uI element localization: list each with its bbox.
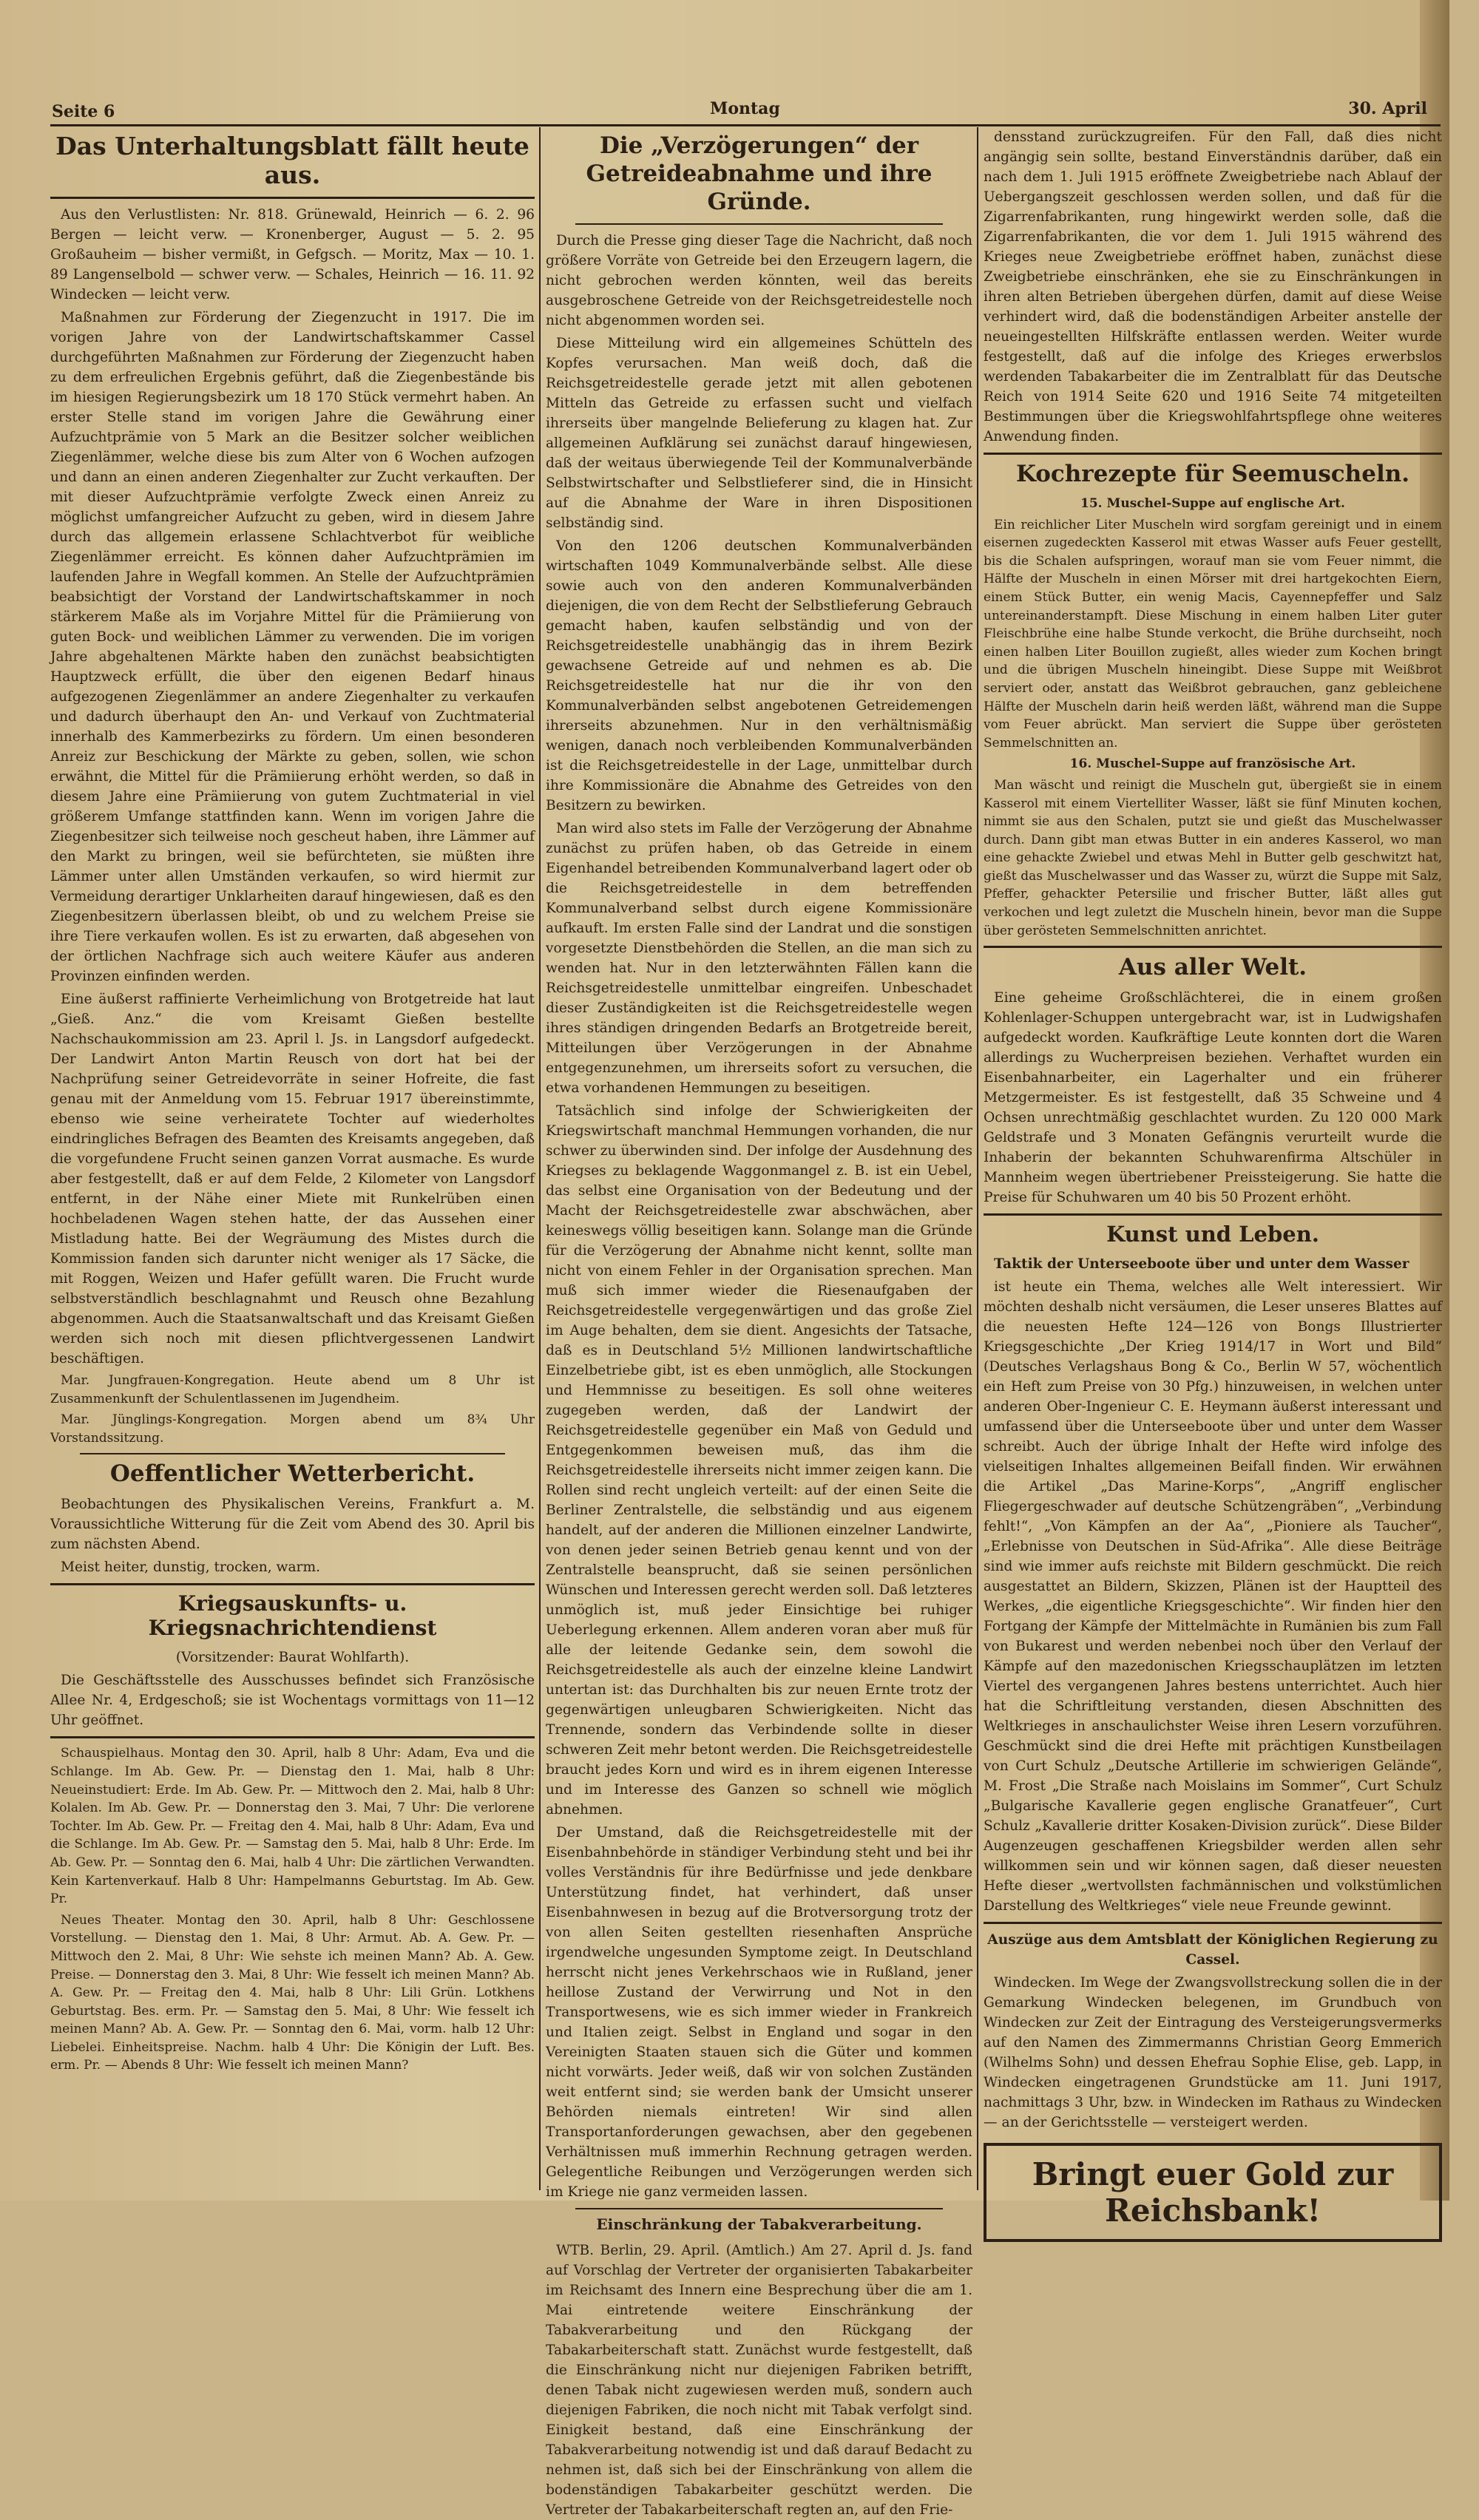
divider bbox=[984, 1213, 1442, 1216]
getreide-p2: Diese Mitteilung wird ein allgemeines Schütteln des Kopfes verursachen. Man weiß doch, daß die Reichsgetreidestelle gerade jetzt mit allen gebotenen Mitteln das Getreide zu erfassen sucht und vielfach ihrerseits über mangelnde Belieferung zu klagen hat. Zur allgemeinen Aufklärung sei zunächst darauf hingewiesen, daß der weitaus überwiegende Teil der Kommunalverbände Selbstwirtschafter und Selbstlieferer sind, die in Hinsicht auf die Abnahme der Ware in ihren Dispositionen selbständig sind. bbox=[546, 336, 972, 531]
headline-amtsblatt: Auszüge aus dem Amtsblatt der Königlichen Regierung zu Cassel. bbox=[987, 1932, 1438, 1968]
kriegsauskunft-sub: (Vorsitzender: Baurat Wohlfarth). bbox=[175, 1650, 410, 1666]
rezept-16: Man wäscht und reinigt die Muscheln gut, übergießt sie in einem Kasserol mit einem Viertelliter Wasser, läßt sie fünf Minuten kochen, nimmt sie aus den Schalen, putzt sie und gießt das Muschelwasser durch. Dann gibt man etwas Butter in ein anderes Kasserol, wo man eine gehackte Zwiebel und etwas Mehl in Butter gelb geschwitzt hat, gießt das Muschelwasser und das Wasser zu, würzt die Suppe mit Salz, Pfeffer, gehackter Petersilie und frischer Butter, läßt alles gut verkochen und legt zuletzt die Muscheln hinein, bevor man die Suppe über gerösteten Semmelschnitten anrichtet. bbox=[984, 777, 1442, 938]
kunst-subtitle: Taktik der Unterseeboote über und unter dem Wasser bbox=[994, 1256, 1409, 1273]
divider bbox=[984, 1922, 1442, 1924]
getreide-p1: Durch die Presse ging dieser Tage die Nachricht, daß noch größere Vorräte von Getreide bei den Erzeugern lagern, die nicht gebrochen werden könnten, weil das bereits ausgebroschene Getreide von der Reichsgetreidestelle noch nicht abgenommen worden sei. bbox=[546, 233, 972, 328]
divider bbox=[50, 1583, 535, 1585]
divider bbox=[50, 1736, 535, 1738]
juenglings-kongregation: Mar. Jünglings-Kongregation. Morgen abend um 8¾ Uhr Vorstandssitzung. bbox=[50, 1412, 535, 1446]
headline-kriegsauskunft: Kriegsauskunfts- u. Kriegsnachrichtendienst bbox=[148, 1591, 437, 1641]
divider bbox=[80, 1453, 505, 1454]
header-rule bbox=[50, 124, 1441, 126]
verlustlisten: Aus den Verlustlisten: Nr. 818. Grünewald, Heinrich — 6. 2. 96 Bergen — leicht verw. — Kronenberger, August — 5. 2. 95 Großauheim — bisher vermißt, in Gefgsch. — Moritz, Max — 10. 1. 89 Langenselbold — schwer verw. — Schales, Heinrich — 16. 11. 92 Windecken — leicht verw. bbox=[50, 207, 535, 302]
wetter-forecast: Meist heiter, dunstig, trocken, warm. bbox=[61, 1559, 320, 1576]
wetter-text: Beobachtungen des Physikalischen Vereins, Frankfurt a. M. Voraussichtliche Witterung für die Zeit vom Abend des 30. April bis zum nächsten Abend. bbox=[50, 1497, 535, 1553]
getreide-p5: Tatsächlich sind infolge der Schwierigkeiten der Kriegswirtschaft manchmal Hemmungen vorhanden, die nur schwer zu überwinden sind. Der infolge der Ausdehnung des Kriegses zu beklagende Waggonmangel z. B. ist ein Uebel, das selbst eine Organisation von der Bedeutung und der Macht der Reichsgetreidestelle zwar abschwächen, aber keineswegs völlig beseitigen kann. Solange man die Gründe für die Verzögerung der Abnahme nicht kennt, sollte man nicht von einem Fehler in der Organisation sprechen. Man muß sich immer wieder die Riesenaufgaben der Reichsgetreidestelle vergegenwärtigen und das große Ziel im Auge behalten, dem sie dient. Angesichts der Tatsache, daß es in Deutschland 5½ Millionen landwirtschaftliche Einzelbetriebe gibt, ist es eben unmöglich, alle Stockungen und Hemmnisse zu beseitigen. Es soll ohne weiteres zugegeben werden, daß der Landwirt der Reichsgetreidestelle gegenüber ein Maß von Geduld und Entgegenkommen beweisen muß, das ihm die Reichsgetreidestelle ihrerseits nicht immer zeigen kann. Die Rollen sind recht ungleich verteilt: auf der einen Seite die Berliner Zentralstelle, die selbständig und aus eigenem handelt, auf der anderen die Millionen einzelner Landwirte, von denen jeder seinen Betrieb genau kennt und von der Zentralstelle beansprucht, daß sie seinen persönlichen Wünschen und Interessen gerecht werden soll. Daß letzteres unmöglich ist, muß jeder Einsichtige bei ruhiger Ueberlegung erkennen. Allem anderen voran aber muß für alle der leitende Gedanke sein, dem sowohl die Reichsgetreidestelle als auch der einzelne kleine Landwirt untertan ist: das Durchhalten bis zur neuen Ernte trotz der gegenwärtigen unleugbaren Schwierigkeiten. Nicht das Trennende, sondern das Verbindende sollte in dieser schweren Zeit mehr betont werden. Die Reichsgetreidestelle braucht jedes Korn und wird es in ihrem eigenen Interesse und im Interesse des Ganzen so schnell wie möglich abnehmen. bbox=[546, 1103, 972, 1818]
page-number: Seite 6 bbox=[52, 102, 115, 121]
column-rule-1 bbox=[539, 127, 541, 2190]
page-header bbox=[52, 95, 1427, 124]
schauspielhaus: Schauspielhaus. Montag den 30. April, halb 8 Uhr: Adam, Eva und die Schlange. Im Ab. Gew. Pr. — Dienstag den 1. Mai, halb 8 Uhr: Neueinstudiert: Erde. Im Ab. Gew. Pr. — Mittwoch den 2. Mai, halb 8 Uhr: Kolalen. Im Ab. Gew. Pr. — Donnerstag den 3. Mai, 7 Uhr: Die verlorene Tochter. Im Ab. Gew. Pr. — Freitag den 4. Mai, halb 8 Uhr: Adam, Eva und die Schlange. Im Ab. Gew. Pr. — Samstag den 5. Mai, halb 8 Uhr: Erde. Im Ab. Gew. Pr. — Sonntag den 6. Mai, halb 4 Uhr: Die zärtlichen Verwandten. Kein Kartenverkauf. Halb 8 Uhr: Hampelmanns Geburtstag. Im Ab. Gew. Pr. bbox=[50, 1746, 535, 1907]
headline-wetter: Oeffentlicher Wetterbericht. bbox=[109, 1460, 475, 1488]
amtsblatt-text: Windecken. Im Wege der Zwangsvollstreckung sollen die in der Gemarkung Windecken belegenen, im Grundbuch von Windecken zur Zeit der Eintragung des Versteigerungsvermerks auf den Namen des Zimmermanns Christian Georg Emmerich (Wilhelms Sohn) und dessen Ehefrau Sophie Elise, geb. Lapp, in Windecken eingetragenen Grundstücke am 11. Juni 1917, nachmittags 3 Uhr, bzw. in Windecken im Rathaus zu Windecken — an der Gerichtsstelle — versteigert werden. bbox=[984, 1975, 1442, 2131]
weekday: Montag bbox=[710, 99, 780, 118]
headline-getreide: Die „Verzögerungen“ der Getreideabnahme und ihre Gründe. bbox=[586, 132, 933, 215]
headline-kunst-und-leben: Kunst und Leben. bbox=[1106, 1222, 1319, 1247]
headline-aus-aller-welt: Aus aller Welt. bbox=[1118, 954, 1307, 981]
tabak-text: WTB. Berlin, 29. April. (Amtlich.) Am 27. April d. Js. fand auf Vorschlag der Vertreter der organisierten Tabakarbeiter im Reichsamt des Innern eine Besprechung über die am 1. Mai eintretende weitere Einschränkung der Tabakverarbeitung und den Rückgang der Tabakarbeiterschaft statt. Zunächst wurde festgestellt, daß die Einschränkung nicht nur diejenigen Fabriken betrifft, denen Tabak nicht zugewiesen werden muß, sondern auch diejenigen Fabriken, die noch nicht mit Tabak verfolgt sind. Einigkeit bestand, daß eine Einschränkung der Tabakverarbeitung notwendig ist und daß darauf Bedacht zu nehmen ist, daß sich bei der Einschränkung von allem die bodenständigen Tabakarbeiter geschützt werden. Die Vertreter der Tabakarbeiterschaft regten an, auf den Frie- bbox=[546, 2243, 972, 2518]
column-left bbox=[50, 127, 535, 2190]
aus-aller-welt-text: Eine geheime Großschlächterei, die in einem großen Kohlenlager-Schuppen untergebracht war, ist in Ludwigshafen aufgedeckt worden. Kaufkräftige Leute konnten dort die Waren allerdings zu Wucherpreisen beziehen. Verhaftet wurden ein Eisenbahnarbeiter, ein Lagerhalter und ein früherer Metzgermeister. Es ist festgestellt, daß 35 Schweine und 4 Ochsen unrechtmäßig geschlachtet wurden. Zu 120 000 Mark Geldstrafe und 3 Monaten Gefängnis verurteilt wurde die Inhaberin der bekannten Schuhwarenfirma Altschüler in Mannheim wegen übertriebener Preissteigerung. Sie hatte die Preise für Schuhwaren um 40 bis 50 Prozent erhöht. bbox=[984, 990, 1442, 1206]
reichsbank-ad: Bringt euer Gold zur Reichsbank! bbox=[984, 2143, 1442, 2242]
column-middle bbox=[546, 127, 972, 2518]
jungfrauen-kongregation: Mar. Jungfrauen-Kongregation. Heute abend um 8 Uhr ist Zusammenkunft der Schulentlassenen im Jugendheim. bbox=[50, 1373, 535, 1406]
rezept-16-title: 16. Muschel-Suppe auf französische Art. bbox=[1069, 756, 1356, 772]
headline-kochrezepte: Kochrezepte für Seemuscheln. bbox=[1015, 461, 1410, 487]
divider bbox=[575, 223, 943, 225]
rezept-15: Ein reichlicher Liter Muscheln wird sorgfam gereinigt und in einem eisernen zugedeckten Kasserol mit etwas Wasser aufs Feuer gestellt, bis die Schalen aufspringen, worauf man sie vom Feuer nimmt, die Hälfte der Muscheln in einen Mörser mit drei hartgekochten Eiern, einem Stück Butter, ein wenig Macis, Cayennepfeffer und Salz untereinanderstampft. Diese Mischung in einem halben Liter guter Fleischbrühe eine halbe Stunde verkocht, die Brühe durchseiht, noch einen halben Liter Bouillon zugießt, alles wieder zum Kochen bringt und die übrigen Muscheln hineingibt. Diese Suppe mit Weißbrot serviert oder, anstatt das Weißbrot gebrauchen, ganz gebleichene Hälfte der Muscheln darin heiß werden läßt, während man die Suppe vom Feuer abrückt. Man serviert die Suppe über gerösteten Semmelschnitten an. bbox=[984, 517, 1442, 751]
kriegsauskunft-text: Die Geschäftsstelle des Ausschusses befindet sich Französische Allee Nr. 4, Erdgeschoß; sie ist Wochentags vormittags von 11—12 Uhr geöffnet. bbox=[50, 1673, 535, 1729]
divider bbox=[575, 2208, 943, 2209]
column-rule-2 bbox=[977, 127, 978, 2190]
divider bbox=[984, 946, 1442, 948]
divider bbox=[984, 453, 1442, 455]
date: 30. April bbox=[1348, 99, 1427, 118]
getreide-p6: Der Umstand, daß die Reichsgetreidestelle mit der Eisenbahnbehörde in ständiger Verbindung steht und bei ihr volles Verständnis für ihre Bedürfnisse und jede denkbare Unterstützung findet, hat verhindert, daß unser Eisenbahnwesen in bezug auf die Brotversorgung trotz der von allen Seiten gestellten riesenhaften Ansprüche irgendwelche ungesunden Symptome zeigt. In Deutschland herrscht nicht jenes Verkehrschaos wie in Rußland, jener heillose Zustand der Verwirrung und Not in den Transportwesens, wie es sich immer wieder in Frankreich und Italien zeigt. Selbst in England und sogar in den Vereinigten Staaten stauen sich die Güter und kommen nicht vorwärts. Jeder weiß, daß wir von solchen Zuständen weit entfernt sind; sie werden bank der Umsicht unserer Behörden niemals eintreten! Wir sind allen Transportanforderungen gewachsen, aber den gegebenen Verhältnissen muß immerhin Rechnung getragen werden. Gelegentliche Reibungen und Verzögerungen werden sich im Kriege nie ganz vermeiden lassen. bbox=[546, 1825, 972, 2200]
headline-unterhaltung: Das Unterhaltungsblatt fällt heute aus. bbox=[55, 132, 529, 189]
tabak-continued: densstand zurückzugreifen. Für den Fall, daß dies nicht angängig sein sollte, bestand Einverständnis darüber, daß ein nach dem 1. Juli 1915 eröffnete Zweigbetriebe nach Ablauf der Uebergangszeit geschlossen werden sollen, und daß für die Zigarrenfabrikanten, rung hingewirkt werden solle, daß die Zigarrenfabrikanten, die vor dem 1. Juli 1915 während des Krieges neue Zweigbetriebe eröffnet haben, zunächst diese Zweigbetriebe einschränken, ehe sie zu Einschränkungen in ihren alten Betrieben übergehen dürfen, damit auf diese Weise verhindert wird, daß die bodenständigen Arbeiter anstelle der neueingestellten Hilfskräfte entlassen werden. Weiter wurde festgestellt, daß auf die infolge des Krieges erwerbslos werdenden Tabakarbeiter die im Zentralblatt für das Deutsche Reich von 1914 Seite 620 und 1916 Seite 74 mitgeteilten Bestimmungen über die Kriegswohlfahrtspflege ohne weiteres Anwendung finden. bbox=[984, 129, 1442, 444]
getreide-p4: Man wird also stets im Falle der Verzögerung der Abnahme zunächst zu prüfen haben, ob das Getreide in einem Eigenhandel betreibenden Kommunalverband lagert oder ob die Reichsgetreidestelle in dem betreffenden Kommunalverband selbst durch eigene Kommissionäre aufkauft. Im ersten Falle sind der Landrat und die sonstigen vorgesetzte Dienstbehörden die Stellen, an die man sich zu wenden hat. Nur in den letzterwähnten Fällen kann die Reichsgetreidestelle unmittelbar eingreifen. Unbeschadet dieser Zuständigkeiten ist die Reichsgetreidestelle wegen ihres ständigen dringenden Bedarfs an Brotgetreide bereit, Mitteilungen über Verzögerungen in der Abnahme entgegenzunehmen, um ihrerseits sofort zu versuchen, die etwa vorhandenen Hemmungen zu beseitigen. bbox=[546, 821, 972, 1096]
rezept-15-title: 15. Muschel-Suppe auf englische Art. bbox=[1080, 496, 1345, 511]
divider bbox=[50, 197, 535, 199]
headline-tabak: Einschränkung der Tabakverarbeitung. bbox=[596, 2215, 922, 2233]
getreide-p3: Von den 1206 deutschen Kommunalverbänden wirtschaften 1049 Kommunalverbände selbst. Alle diese sowie auch von den anderen Kommunalverbänden diejenigen, die von dem Recht der Selbstlieferung Gebrauch gemacht haben, kaufen selbständig und von der Reichsgetreidestelle unabhängig das in ihrem Bezirk gewachsene Getreide auf und nehmen es ab. Die Reichsgetreidestelle hat nur die ihr von den Kommunalverbänden selbst angebotenen Getreidemengen ihrerseits abzunehmen. Nur in den verhältnismäßig wenigen, danach noch verbleibenden Kommunalverbänden ist die Reichsgetreidestelle in der Lage, unmittelbar durch ihre Kommissionäre die Abnahme des Getreides von den Besitzern zu bewirken. bbox=[546, 538, 972, 813]
kunst-text: ist heute ein Thema, welches alle Welt interessiert. Wir möchten deshalb nicht versäumen, die Leser unseres Blattes auf die neuesten Hefte 124—126 von Bongs Illustrierter Kriegsgeschichte „Der Krieg 1914/17 in Wort und Bild“ (Deutsches Verlagshaus Bong & Co., Berlin W 57, wöchentlich ein Heft zum Preise von 30 Pfg.) hinzuweisen, in welchen unter anderen Ober-Ingenieur C. E. Heymann äußerst interessant und umfassend über die Unterseeboote über und unter dem Wasser schreibt. Auch der übrige Inhalt der Hefte wird infolge des vielseitigen Inhaltes allgemeinen Beifall finden. Wir erwähnen die Artikel „Das Marine-Korps“, „Angriff englischer Fliegergeschwader auf deutsche Schützengräben“, „Verbindung fehlt!“, „Von Kämpfen an der Aa“, „Pioniere als Taucher“, „Erlebnisse von Deutschen in Süd-Afrika“. Alle diese Beiträge sind wie immer aufs reichste mit Bildern geschmückt. Die reich ausgestattet an Bildern, Skizzen, Plänen ist der Hauptteil des Werkes, „die eigentliche Kriegsgeschichte“. Wir finden hier den Fortgang der Kämpfe der Mittelmächte in Rumänien bis zum Fall von Bukarest und werden nebenbei noch über den Verlauf der Kämpfe auf den mazedonischen Kriegsschauplätzen im letzten Viertel des vergangenen Jahres bestens unterrichtet. Auch hier hat die Schriftleitung verstanden, diesen Abschnitten des Weltkrieges in anschaulichster Weise ihren Lesern vorzuführen. Geschmückt sind die drei Hefte mit prächtigen Kunstbeilagen von Curt Schulz „Deutsche Artillerie im schwierigen Gelände“, M. Frost „Die Straße nach Moislains im Sommer“, Curt Schulz „Bulgarische Kavallerie gegen englische Granatfeuer“, Curt Schulz „Kavallerie dritter Kosaken-Division zurück“. Diese Bilder Augenzeugen geschaffenen Kriegsbilder werden allen sehr willkommen sein und wir können sagen, daß dieser neuesten Hefte dieser „wertvollsten fachmännischen und volkstümlichen Darstellung des Weltkrieges“ viele neue Freunde gewinnt. bbox=[984, 1279, 1442, 1914]
ziegenzucht: Maßnahmen zur Förderung der Ziegenzucht in 1917. Die im vorigen Jahre von der Landwirtschaftskammer Cassel durchgeführten Maßnahmen zur Förderung der Ziegenzucht haben zu dem erfreulichen Ergebnis geführt, daß die Ziegenbestände bis im hiesigen Regierungsbezirk um 18 170 Stück vermehrt haben. An erster Stelle stand im vorigen Jahre die Gewährung einer Aufzuchtprämie von 5 Mark an die Besitzer solcher weiblichen Ziegenlämmer, welche diese bis zum Alter von 6 Wochen aufzogen und dann an einen anderen Ziegenhalter zur Zucht verkauften. Der mit dieser Aufzuchtprämie verfolgte Zweck einen Anreiz zu möglichst umfangreicher Aufzucht zu geben, wird in diesem Jahre durch das allgemein erlassene Schlachtverbot für weibliche Ziegenlämmer erreicht. Es können daher Aufzuchtprämien im laufenden Jahre in Wegfall kommen. An Stelle der Aufzuchtprämien beabsichtigt der Vorstand der Landwirtschaftskammer in noch stärkerem Maße als im Vorjahre Mittel für die Prämiierung von guten Bock- und weiblichen Lämmer zu verwenden. Die im vorigen Jahre abgehaltenen Märkte haben den zunächst beabsichtigten Hauptzweck erfüllt, die über den eigenen Bedarf hinaus aufgezogenen Ziegenlämmer an andere Ziegenhalter zu verkaufen und dadurch überhaupt den An- und Verkauf von Zuchtmaterial innerhalb des Kammerbezirks zu fördern. Um einen besonderen Anreiz zur Beschickung der Märkte zu geben, sollen, wie schon erwähnt, die Mittel für die Prämiierung erhöht werden, so daß in diesem Jahre eine Prämiierung von gutem Zuchtmaterial in viel größerem Umfange stattfinden kann. Wenn im vorigen Jahre die Ziegenbesitzer sich teilweise noch gescheut haben, ihre Lämmer auf den Markt zu bringen, weil sie befürchteten, sie müßten ihre Lämmer unter allen Umständen verkaufen, so wird hiermit zur Vermeidung derartiger Unklarheiten darauf hingewiesen, daß es den Ziegenbesitzern überlassen bleibt, ob und zu welchem Preise sie ihre Tiere verkaufen wollen. Es ist zu erwarten, daß abgesehen von der örtlichen Nachfrage sich auch weitere Käufer aus anderen Provinzen einfinden werden. bbox=[50, 310, 535, 984]
neues-theater: Neues Theater. Montag den 30. April, halb 8 Uhr: Geschlossene Vorstellung. — Dienstag den 1. Mai, 8 Uhr: Armut. Ab. A. Gew. Pr. — Mittwoch den 2. Mai, 8 Uhr: Wie sehste ich meinen Mann? Ab. A. Gew. Preise. — Donnerstag den 3. Mai, 8 Uhr: Wie fesselt ich meinen Mann? Ab. A. Gew. Pr. — Freitag den 4. Mai, halb 8 Uhr: Lili Grün. Lotkhens Geburtstag. Bes. erm. Pr. — Samstag den 5. Mai, 8 Uhr: Wie fesselt ich meinen Mann? Ab. A. Gew. Pr. — Sonntag den 6. Mai, vorm. halb 12 Uhr: Liebelei. Einheitspreise. Nachm. halb 4 Uhr: Die Königin der Luft. Bes. erm. Pr. — Abends 8 Uhr: Wie fesselt ich meinen Mann? bbox=[50, 1912, 535, 2073]
brotgetreide: Eine äußerst raffinierte Verheimlichung von Brotgetreide hat laut „Gieß. Anz.“ die vom Kreisamt Gießen bestellte Nachschaukommission am 23. April l. Js. in Langsdorf aufgedeckt. Der Landwirt Anton Martin Reusch von dort hat bei der Nachprüfung seiner Getreidevorräte in seiner Hofreite, die fast genau mit der Anmeldung vom 15. Februar 1917 übereinstimmte, ebenso wie seine verheiratete Tochter auf wiederholtes eindringliches Befragen des Beamten des Kreisamts angegeben, daß die vorgefundene Frucht seinen ganzen Vorrat ausmache. Es wurde aber festgestellt, daß er auf dem Felde, 2 Kilometer von Langsdorf entfernt, in der Nähe einer Miete mit Runkelrüben einen hochbeladenen Wagen stehen hatte, der das Aussehen einer Mistladung hatte. Bei der Wegräumung des Mistes durch die Kommission fanden sich darunter nicht weniger als 17 Säcke, die mit Roggen, Weizen und Hafer gefüllt waren. Die Frucht wurde selbstverständlich beschlagnahmt und Reusch ohne Bezahlung abgenommen. Auch die Staatsanwaltschaft und das Kreisamt Gießen werden sich noch mit diesen pflichtvergessenen Landwirt beschäftigen. bbox=[50, 992, 535, 1366]
column-right bbox=[984, 127, 1442, 2229]
